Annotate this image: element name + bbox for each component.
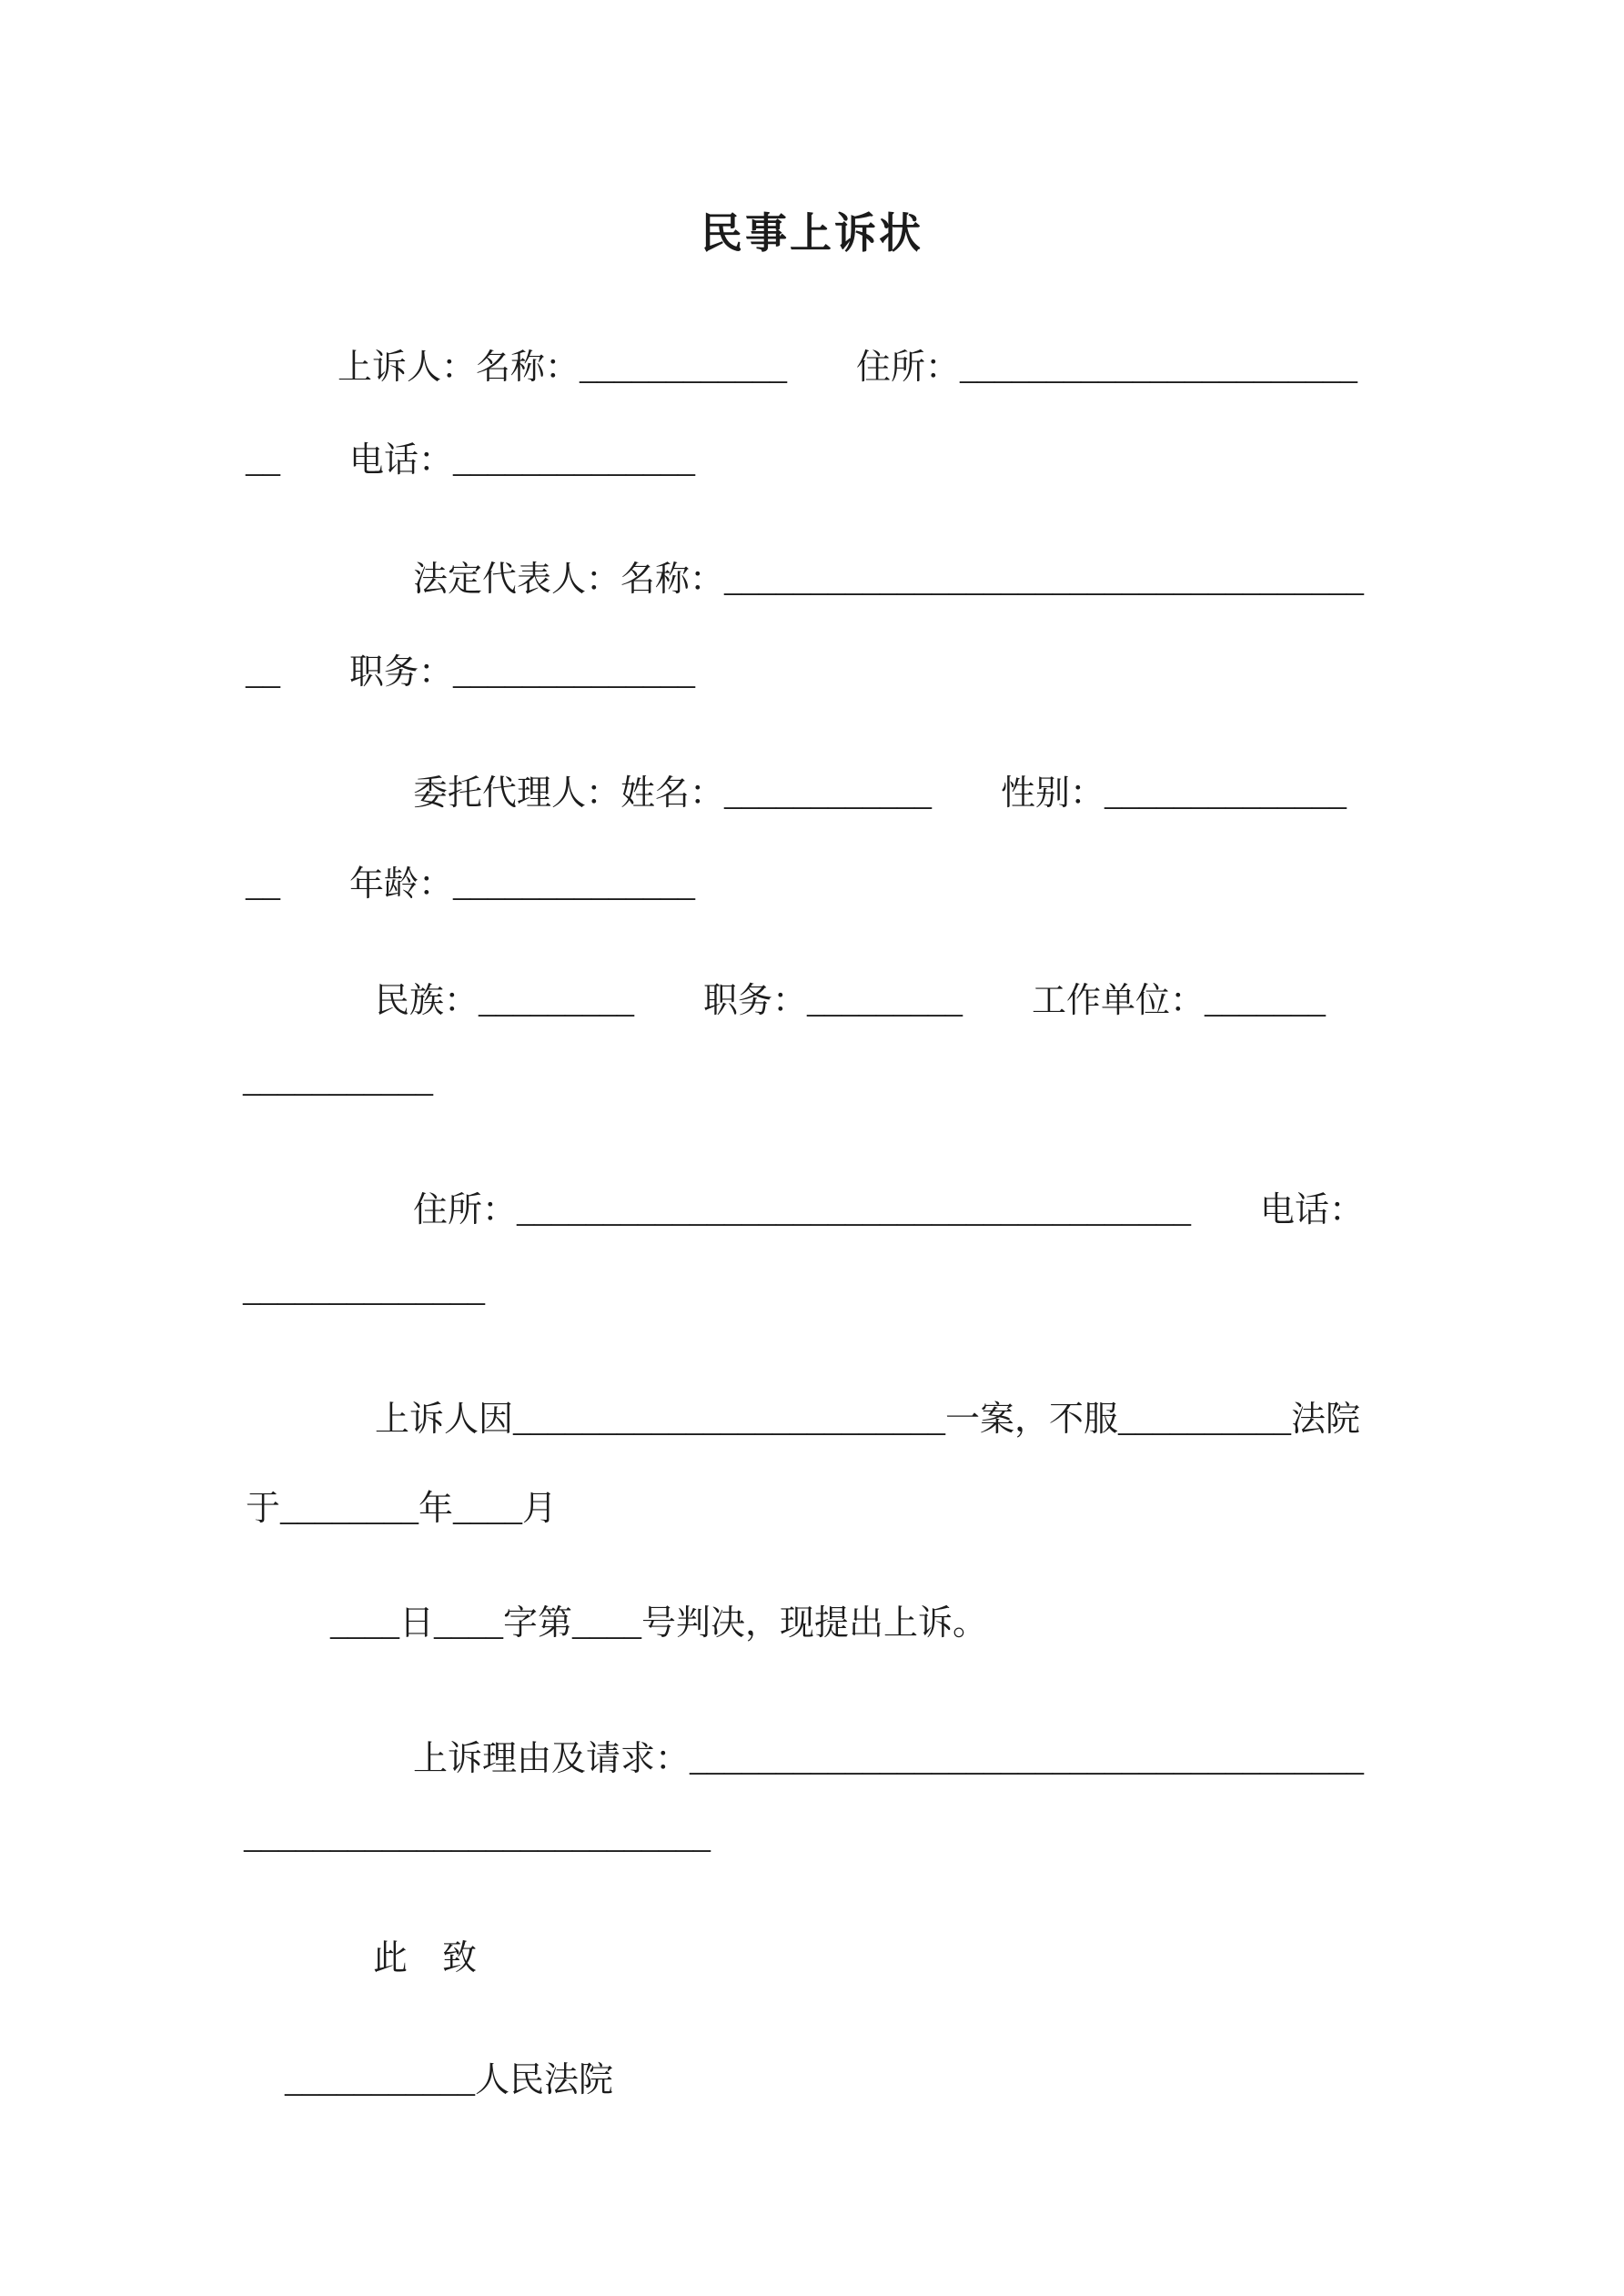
agent-address-phone-line: 住所：_______________________________________ 电话： xyxy=(413,1191,1365,1229)
appellant-phone-line: __ 电话：______________ xyxy=(246,441,696,480)
legal-representative-name-line: 法定代表人：名称：_____________________________________ xyxy=(413,561,1365,599)
workplace-continuation-blank-line: ___________ xyxy=(243,1061,433,1099)
appeal-reasons-line: 上诉理由及请求：_______________________________________ xyxy=(413,1740,1365,1778)
judgment-number-line: ____日____字第____号判决，现提出上诉。 xyxy=(330,1604,988,1643)
salutation-line: 此 致 xyxy=(373,1939,478,1977)
document-title: 民事上诉状 xyxy=(701,210,923,257)
appellant-name-address-line: 上诉人：名称：____________ 住所：_______________________ xyxy=(338,349,1358,387)
agent-name-gender-line: 委托代理人：姓名：____________ 性别：______________ xyxy=(413,774,1347,813)
appeal-reasons-continuation-blank-line: ___________________________ xyxy=(244,1817,711,1856)
agent-ethnicity-title-workplace-line: 民族：_________ 职务：_________ 工作单位：_______ xyxy=(375,982,1326,1020)
agent-age-line: __ 年龄：______________ xyxy=(246,865,696,904)
case-intro-line: 上诉人因_________________________一案，不服__________法院 xyxy=(375,1401,1361,1439)
legal-representative-title-line: __ 职务：______________ xyxy=(246,653,696,692)
judgment-year-month-line: 于________年____月 xyxy=(246,1490,558,1528)
phone-continuation-blank-line: ______________ xyxy=(243,1270,485,1309)
court-name-line: ___________人民法院 xyxy=(285,2061,614,2099)
